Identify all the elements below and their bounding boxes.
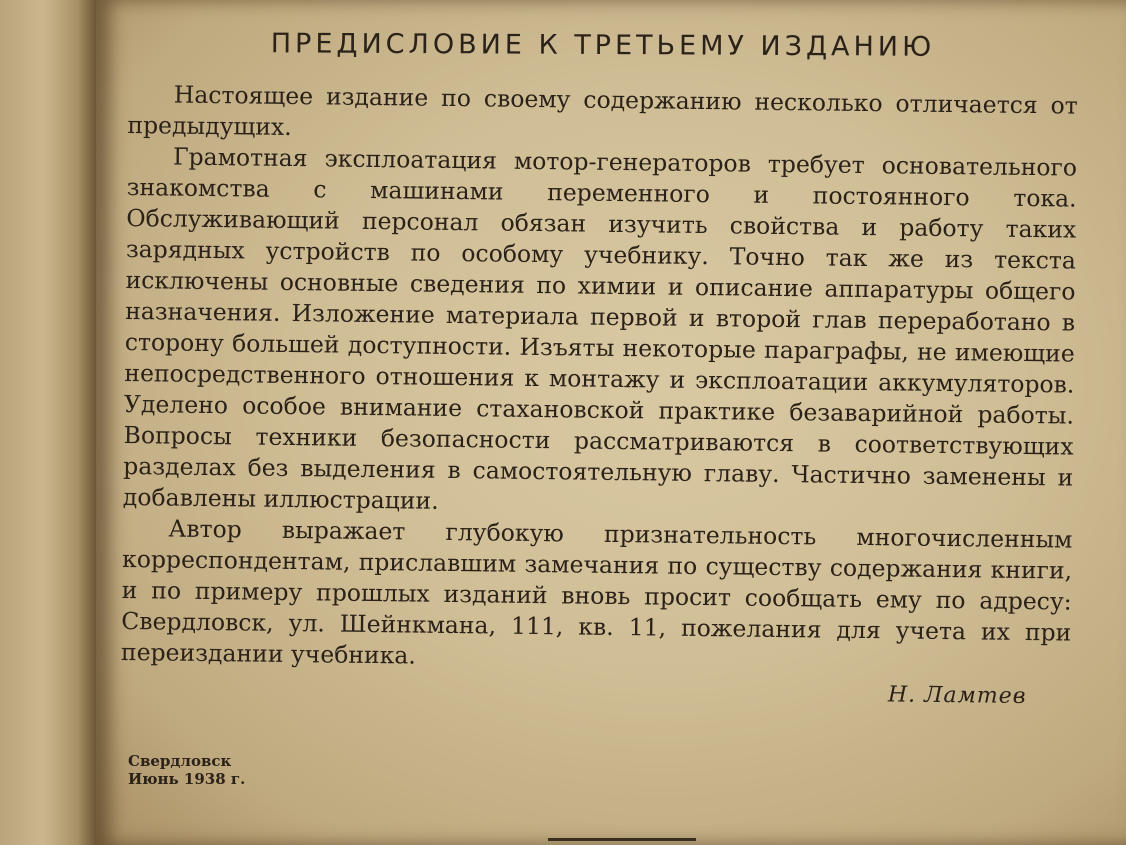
date: Июнь 1938 г. [128, 770, 246, 788]
paragraph-2: Грамотная эксплоатация мотор-генераторов требует основательного знакомства с машинами переменного и постоянного тока. Обслуживающий персонал обязан изучить свойства и работу таких зарядных устройств по особому учебнику. Точно так же из текста исключены основные сведения по химии и описание аппаратуры общего назначения. Изложение материала первой и второй глав переработано в сторону большей доступности. Изъяты некоторые параграфы, не имеющие непосредственного отношения к монтажу и эксплоатации аккумуляторов. Уделено особое внимание стахановской практике безаварийной работы. Вопросы техники безопасности рассматриваются в соответствующих разделах без выделения в самостоятельную главу. Частично заменены и добавлены иллюстрации. [122, 142, 1078, 515]
author-signature: Н. Ламтев [887, 682, 1027, 710]
book-spine-left-page [0, 0, 96, 845]
bottom-rule [548, 838, 696, 841]
place-and-date [128, 752, 245, 788]
paragraph-1: Настоящее издание по своему содержанию несколько отличается от предыдущих. [127, 80, 1078, 142]
page-content [120, 28, 1078, 710]
preface-body [120, 79, 1078, 713]
book-page [96, 0, 1126, 845]
place: Свердловск [128, 752, 232, 770]
page-title: ПРЕДИСЛОВИЕ К ТРЕТЬЕМУ ИЗДАНИЮ [270, 28, 936, 63]
paragraph-3: Автор выражает глубокую признательность многочисленным корреспондентам, приславшим замечания по существу содержания книги, и по примеру прошлых изданий вновь просит сообщать ему по адресу: Свердловск, ул. Шейнкмана, 111, кв. 11, пожелания для учета их при переиздании учебника. [120, 514, 1073, 670]
